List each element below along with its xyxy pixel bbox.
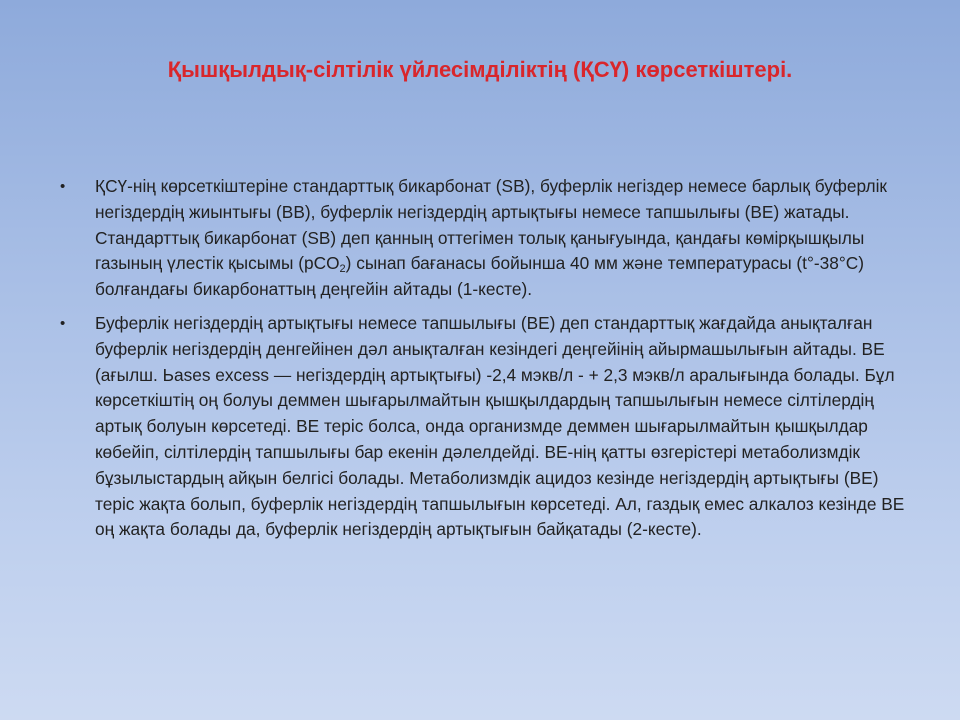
bullet-item-be [60,311,920,543]
bullet-icon: • [60,178,66,195]
bullet-text: Буферлік негіздердің артықтығы немесе тапшылығы (BE) деп стандарттық жағдайда анықталған буферлік негіздердің денгейінен дәл анықталған кезіндегі деңгейінің айырмашылығын айтады. BE (ағылш. Ьases excess — негіздердің артықтығы) -2,4 мэкв/л - + 2,3 мэкв/л аралығында болады. Бұл көрсеткіштің оң болуы деммен шығарылмайтын қышқылдардың тапшылығын немесе сілтілердің артық болуын көрсетеді. BE теріс болса, онда организмде деммен шығарылмайтын қышқылдар көбейіп, сілтілердің тапшылығы бар екенін дәлелдейді. BE-нің қатты өзгерістері метаболизмдік бұзылыстардың айқын белгісі болады. Метаболизмдік ацидоз кезінде негіздердің артықтығы (BE) теріс жақта болып, буферлік негіздердің тапшылығын көрсетеді. Ал, газдық емес алкалоз кезінде BE оң жақта болады да, буферлік негіздердің артықтығын байқатады (2-кесте). [95,312,905,540]
bullet-icon: • [60,314,66,332]
bullet-item-sb [60,174,920,303]
bullet-text-part: ) сынап бағанасы бойынша 40 мм және температурасы (t°-38°C) болғандағы бикарбонаттың деңгейін айтады (1-кесте). [95,253,865,300]
bullet-text-part: ҚСҮ-нің көрсеткіштеріне стандарттық бикарбонат (SB), буферлік негіздер немесе барлық буферлік негіздердің жиынтығы (BB), буферлік негіздердің артықтығы немесе тапшылығы (BE) жатады. Стандарттық бикарбонат (SB) деп қанның оттегімен толық қанығуында, қандағы көмірқышқылы газының үлестік қысымы (pCO [95,176,887,274]
slide-title: Қышқылдық-сілтілік үйлесімділіктің (ҚСҮ) көрсеткіштері. [167,57,793,82]
bullet-list [60,174,920,551]
subscript-text: 2 [339,263,346,276]
